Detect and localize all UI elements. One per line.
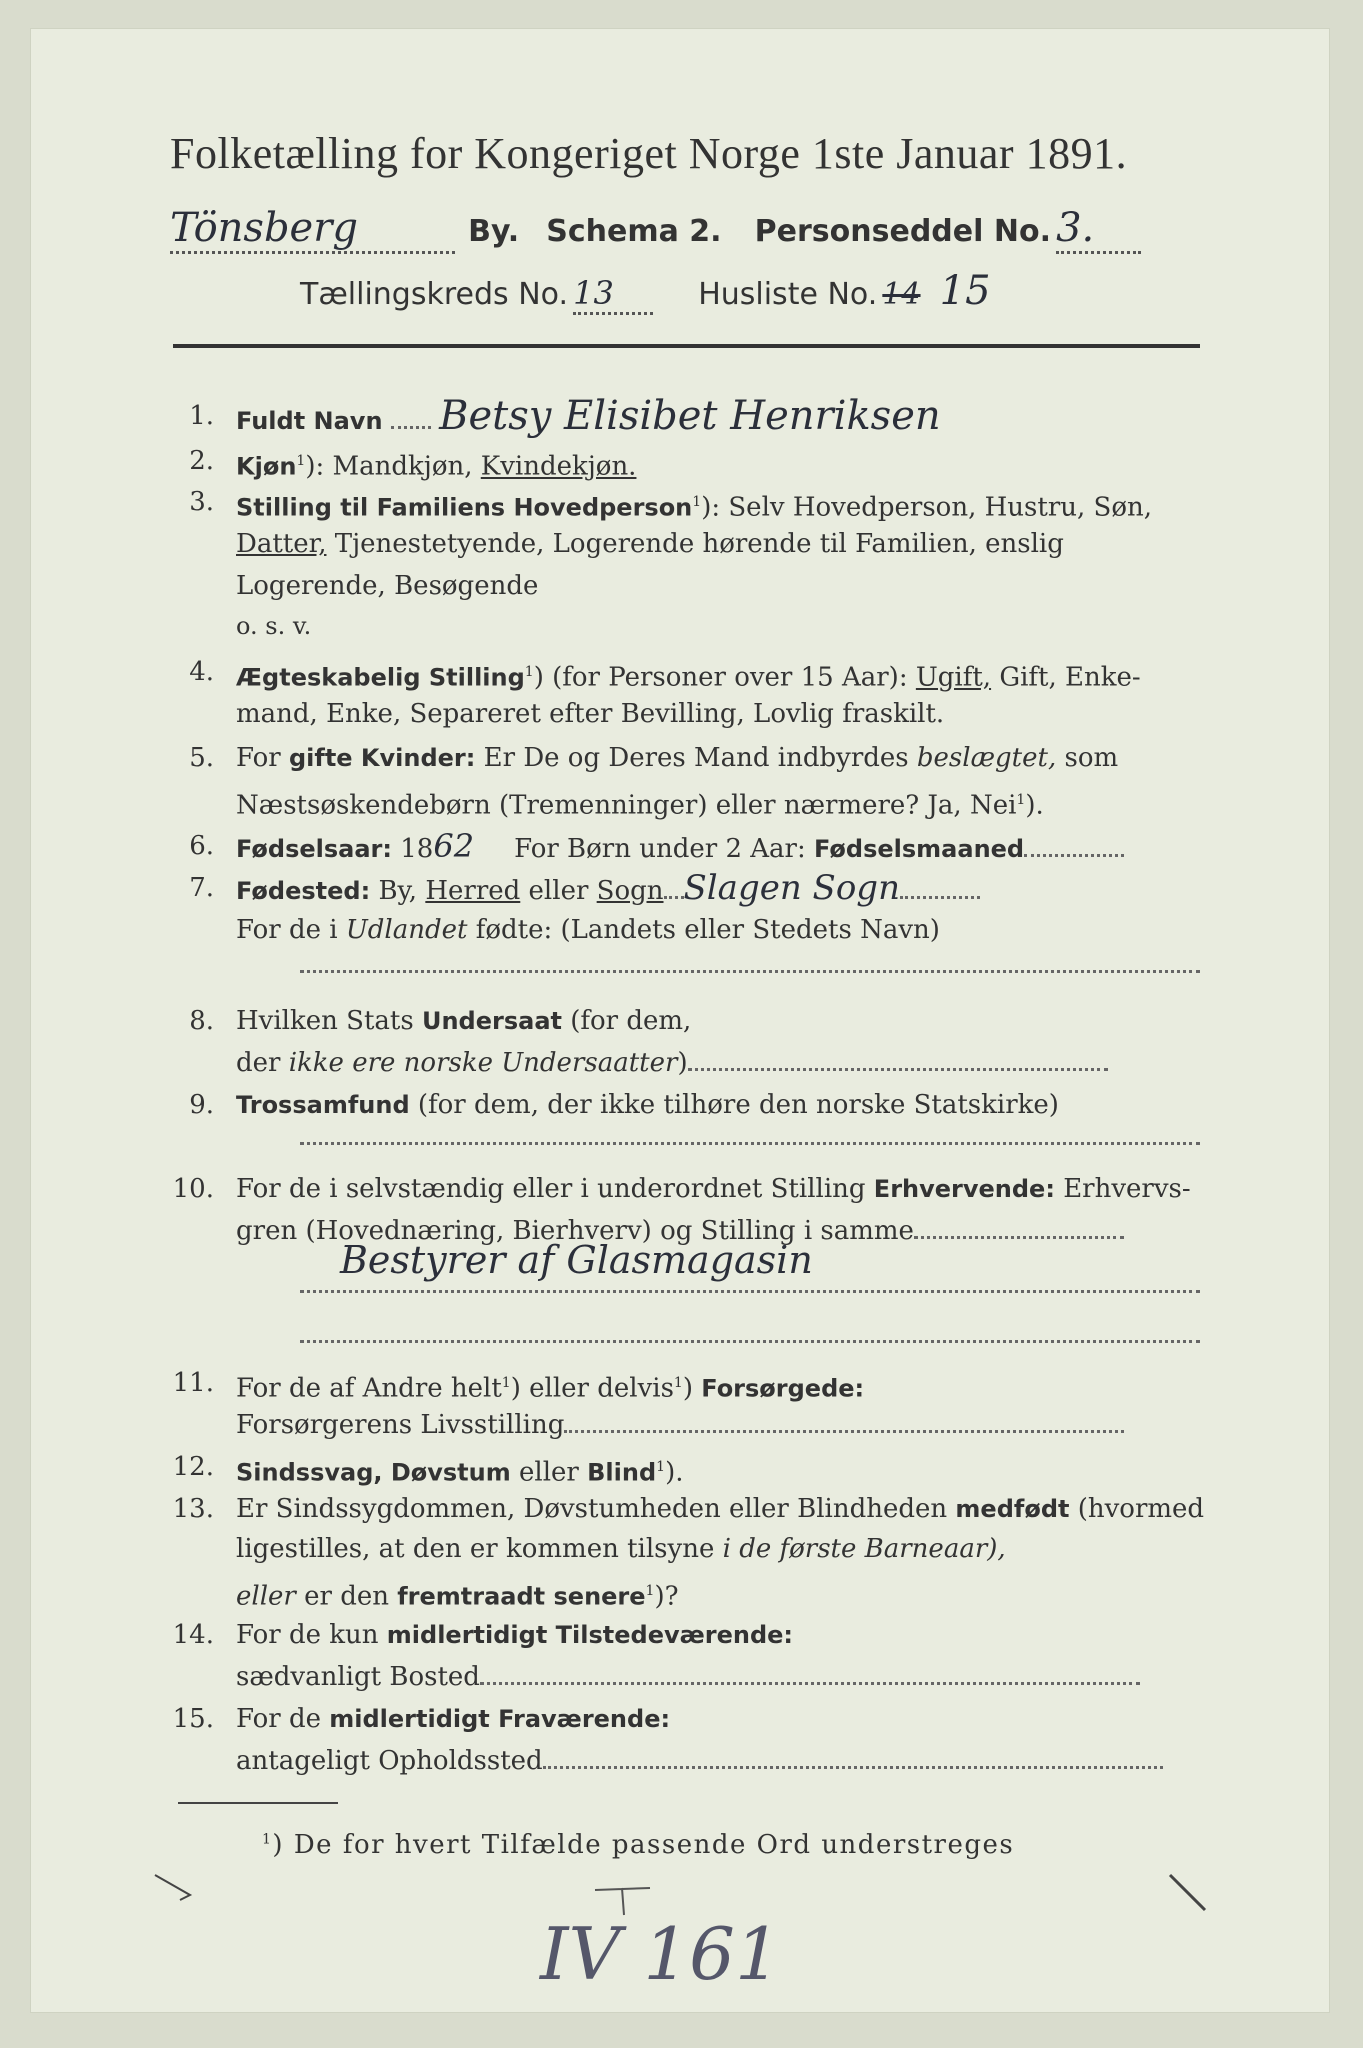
label-erhverv: Erhvervende: <box>873 1175 1055 1203</box>
husliste-number-struck: 14 <box>882 277 921 312</box>
aegteskab-text-3: mand, Enke, Separeret efter Bevilling, Lovlig fraskilt. <box>236 699 945 729</box>
erhverv-text-2: Erhvervs- <box>1054 1174 1191 1204</box>
item-number: 8. <box>189 1006 214 1036</box>
label-gifte: gifte Kvinder: <box>288 744 476 772</box>
born-under-2: For Børn under 2 Aar: <box>514 834 814 864</box>
item-number: 6. <box>189 831 214 861</box>
footnote-ref: 1 <box>501 1375 511 1391</box>
item-number: 12. <box>172 1452 214 1482</box>
aegteskab-selected: Ugift, <box>915 662 992 693</box>
label-kjon: Kjøn <box>236 452 297 481</box>
label-fodselsmaaned: Fødselsmaaned <box>814 835 1025 863</box>
forsorgede-text-3: ) <box>682 1373 702 1404</box>
city-field <box>170 205 455 254</box>
footnote-ref: 1 <box>1016 792 1026 808</box>
medfodt-text-3: ligestilles, at den er kommen tilsyne <box>236 1534 723 1564</box>
item-1-fuldt-navn <box>168 395 1208 445</box>
item-number: 1. <box>189 401 214 431</box>
item-number: 15. <box>172 1704 214 1734</box>
footnote-ref: 1 <box>656 1459 666 1475</box>
fravaerende-text: For de <box>236 1704 330 1734</box>
opholdssted-text: antageligt Opholdssted <box>236 1746 543 1776</box>
medfodt-text: Er Sindssygdommen, Døvstumheden eller Blindheden <box>236 1494 956 1524</box>
item-number: 9. <box>189 1090 214 1120</box>
erhverv-text: For de i selvstændig eller i underordnet Stilling <box>236 1174 874 1204</box>
stilling-text-4: o. s. v. <box>236 612 312 640</box>
udland-italic: Udlandet <box>345 915 468 945</box>
gifte-text-2: som <box>1056 743 1119 773</box>
header-line-kreds <box>300 268 1230 312</box>
footnote-rule <box>178 1802 338 1804</box>
sindssvag-close: ). <box>665 1457 684 1488</box>
stilling-text: ): Selv Hovedperson, Hustru, Søn, <box>701 492 1153 523</box>
stilling-text-2: Tjenestetyende, Logerende hørende til Familien, enslig <box>326 529 1064 559</box>
medfodt-text-4: er den <box>295 1581 398 1612</box>
personseddel-number: 3. <box>1056 205 1095 251</box>
kreds-label: Tællingskreds No. <box>300 277 568 312</box>
label-forsorgede: Forsørgede: <box>701 1374 865 1403</box>
header-rule <box>173 344 1200 348</box>
kjon-selected: Kvindekjøn. <box>480 451 637 482</box>
trossamfund-text: (for dem, der ikke tilhøre den norske Statskirke) <box>409 1090 1059 1120</box>
bosted-text: sædvanligt Bosted <box>236 1662 480 1692</box>
erhverv-dotline-1 <box>300 1290 1200 1293</box>
label-fremtraadt: fremtraadt senere <box>397 1582 646 1611</box>
label-tilstede: midlertidigt Tilstedeværende: <box>386 1621 794 1649</box>
label-undersaat: Undersaat <box>421 1007 562 1035</box>
city-handwritten: Tönsberg <box>170 205 358 251</box>
label-trossamfund: Trossamfund <box>236 1091 410 1119</box>
trossamfund-dotline <box>300 1142 1200 1145</box>
tilstede-text: For de kun <box>236 1620 387 1650</box>
item-number: 13. <box>172 1494 214 1524</box>
medfodt-eller: eller <box>236 1581 296 1612</box>
kjon-options: ): Mandkjøn, <box>305 451 481 482</box>
undersaat-text: Hvilken Stats <box>236 1006 422 1036</box>
kreds-number: 13 <box>573 274 614 312</box>
footnote-ref: 1 <box>673 1375 683 1391</box>
udland-text: For de i <box>236 915 346 945</box>
by-label: By. <box>468 214 520 249</box>
medfodt-close: )? <box>654 1581 679 1612</box>
medfodt-italic: i de første Barneaar), <box>722 1534 1006 1564</box>
schema-label: Schema 2. <box>546 214 722 249</box>
label-aegteskab: Ægteskabelig Stilling <box>236 663 525 692</box>
item-number: 2. <box>189 446 214 476</box>
year-value: 62 <box>433 827 475 865</box>
fodested-sogn: Sogn <box>596 876 664 906</box>
erhverv-dotline-2 <box>300 1340 1200 1343</box>
personseddel-label: Personseddel No. <box>754 214 1051 249</box>
husliste-label: Husliste No. <box>698 277 878 312</box>
fodested-value: Slagen Sogn <box>683 868 900 908</box>
footnote-ref: 1 <box>524 664 534 680</box>
medfodt-text-2: (hvormed <box>1069 1494 1205 1524</box>
item-number: 14. <box>172 1620 214 1650</box>
pencil-mark-right <box>1160 1870 1220 1920</box>
label-fravaerende: midlertidigt Fraværende: <box>329 1705 671 1733</box>
footnote-text: ) De for hvert Tilfælde passende Ord understreges <box>272 1830 1015 1860</box>
erhverv-value: Bestyrer af Glasmagasin <box>340 1238 813 1282</box>
fodested-by: By, <box>370 876 426 906</box>
label-blind: Blind <box>587 1458 657 1487</box>
gifte-text: Er De og Deres Mand indbyrdes <box>475 743 917 773</box>
undersaat-text-2: (for dem, <box>561 1006 692 1036</box>
year-prefix: 18 <box>392 834 434 864</box>
label-sindssvag: Sindssvag, Døvstum <box>236 1458 511 1487</box>
husliste-number: 15 <box>939 268 991 314</box>
pencil-mark-left <box>150 1870 210 1910</box>
udland-dotline <box>300 970 1200 973</box>
label-medfodt: medfødt <box>955 1495 1070 1523</box>
gifte-pre: For <box>236 743 289 773</box>
fodested-herred: Herred <box>425 876 521 906</box>
erhverv-text-3: gren (Hovednæring, Bierhverv) og Stilling i samme <box>236 1216 914 1246</box>
item-number: 4. <box>189 657 214 687</box>
item-number: 5. <box>189 743 214 773</box>
undersaat-der: der <box>236 1048 289 1078</box>
item-number: 7. <box>189 873 214 903</box>
archive-mark: IV 161 <box>540 1912 781 1996</box>
name-value: Betsy Elisibet Henriksen <box>439 393 941 439</box>
footnote-ref: 1 <box>645 1583 655 1599</box>
form-title: Folketælling for Kongeriget Norge 1ste Januar 1891. <box>170 129 1128 178</box>
item-number: 11. <box>172 1368 214 1398</box>
footnote-ref: 1 <box>692 494 702 510</box>
fodested-eller: eller <box>520 876 597 906</box>
footnote-sup: 1 <box>262 1831 273 1848</box>
aegteskab-text: ) (for Personer over 15 Aar): <box>533 662 916 693</box>
gifte-text-3: Næstsøskendebørn (Tremenninger) eller nærmere? Ja, Nei <box>236 790 1017 821</box>
forsorgede-text-2: ) eller delvis <box>510 1373 674 1404</box>
forsorger-livsstilling: Forsørgerens Livsstilling <box>236 1410 565 1440</box>
aegteskab-text-2: Gift, Enke- <box>991 662 1141 693</box>
udland-text-2: fødte: (Landets eller Stedets Navn) <box>467 915 940 945</box>
stilling-text-3: Logerende, Besøgende <box>236 571 539 601</box>
item-number: 3. <box>189 487 214 517</box>
footnote-ref: 1 <box>296 453 306 469</box>
item-number: 10. <box>172 1174 214 1204</box>
stilling-selected: Datter, <box>236 529 327 559</box>
forsorgede-text: For de af Andre helt <box>236 1373 502 1404</box>
label-fuldt-navn: Fuldt Navn <box>236 407 383 435</box>
gifte-italic: beslægtet, <box>916 743 1057 773</box>
sindssvag-eller: eller <box>510 1457 588 1488</box>
label-fodested: Fødested: <box>236 877 371 905</box>
label-fodselsaar: Fødselsaar: <box>236 835 392 863</box>
undersaat-close: ) <box>677 1048 688 1078</box>
footnote <box>262 1830 1014 1860</box>
undersaat-italic: ikke ere norske Undersaatter <box>288 1048 678 1078</box>
label-stilling: Stilling til Familiens Hovedperson <box>236 493 693 522</box>
header-line-city <box>170 205 1200 251</box>
